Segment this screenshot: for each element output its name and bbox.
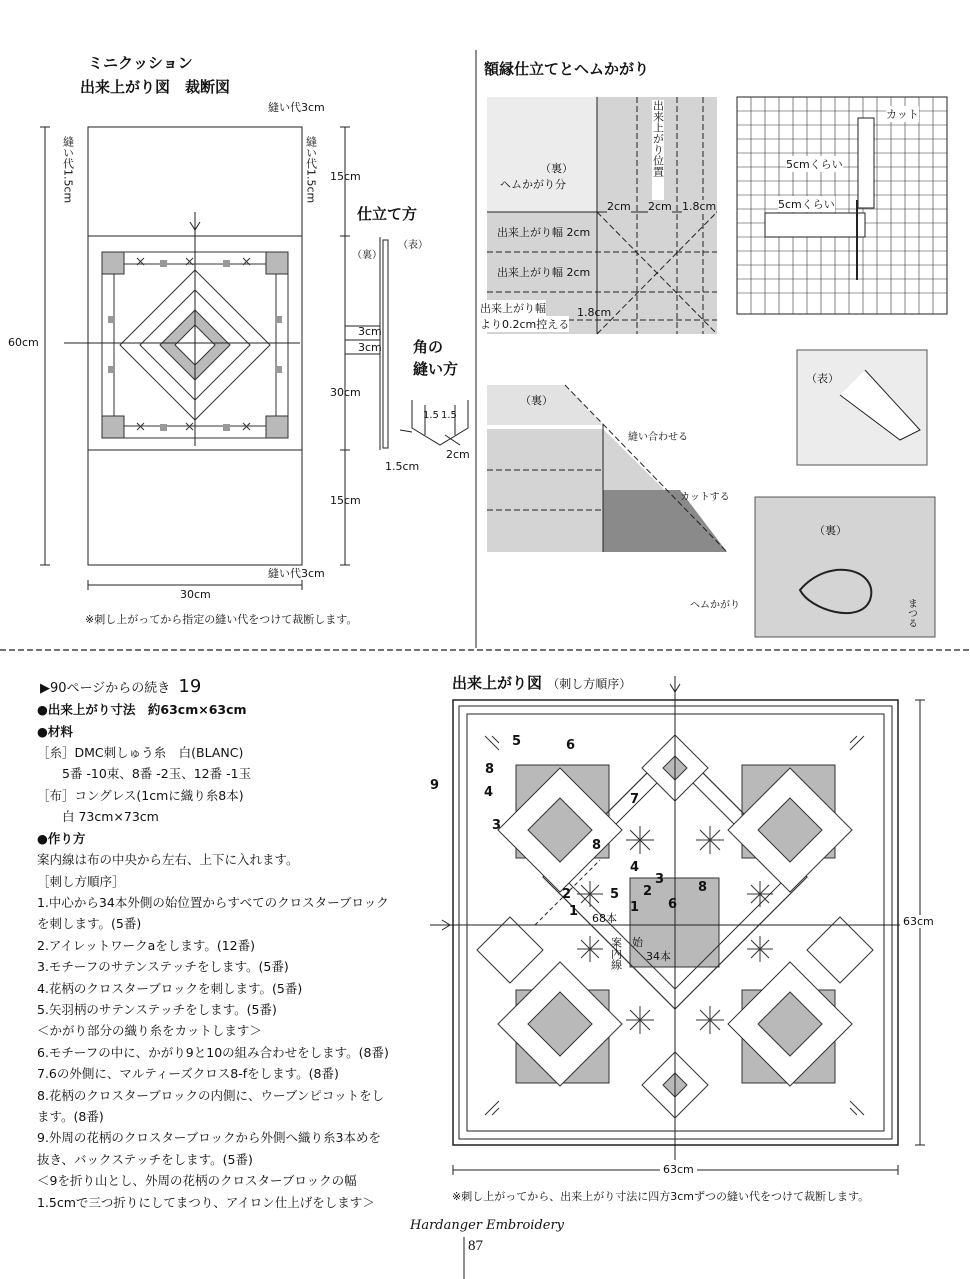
diagram-subtitle: （刺し方順序） [547,677,632,691]
finish-position: 出来上がり位置 [652,100,664,200]
step-label: 2 [643,884,653,899]
step-line: 6.モチーフの中に、かがり9と10の組み合わせをします。(8番) [37,1045,389,1060]
step-line: 2.アイレットワークaをします。(12番) [37,938,255,953]
width-1: 2cm [607,200,631,213]
hem-allowance: ヘムかがり分 [500,178,566,191]
finish-back-label: （裏） [352,250,382,261]
fold-2: 3cm [358,341,382,354]
materials-heading: ●材料 [37,724,73,739]
step-label: 8 [485,762,495,777]
dim-bottom-63: 63cm [660,1163,697,1176]
five-cm-1: 5cmくらい [786,158,843,171]
seam-right-label: 縫い代1.5cm [304,136,318,204]
row-1: 出来上がり幅 2cm [497,226,591,239]
thread-line-2: 5番 -10束、8番 -2玉、12番 -1玉 [62,766,252,781]
dim-width: 30cm [180,588,211,601]
step-line: 4.花柄のクロスターブロックを刺します。(5番) [37,981,303,996]
count-34: 34本 [646,950,671,963]
finish-title: 仕立て方 [357,205,418,223]
step-line: ＜かがり部分の織り糸をカットします＞ [37,1023,262,1038]
fold-front-label: （表） [806,372,839,385]
row-3a: 出来上がり幅 [480,302,546,315]
step-line: 抜き、バックステッチをします。(5番) [37,1152,253,1167]
thread-line: ［糸］DMC刺しゅう糸 白(BLANC) [37,745,244,760]
guide-line-label: 案内線 [609,937,623,970]
step-line: 7.6の外側に、マルティーズクロス8-fをします。(8番) [37,1066,339,1081]
step-label: 1 [569,904,579,919]
corner-dim-4: 2cm [446,448,470,461]
dim-mid: 30cm [330,386,361,399]
step-label: 9 [430,778,440,793]
step-label: 5 [512,734,522,749]
cushion-subtitle: 出来上がり図 裁断図 [80,78,231,96]
seam-left-label: 縫い代1.5cm [61,136,75,204]
corner-dim-1: 1.5 [423,410,439,421]
dim-bottom: 15cm [330,494,361,507]
step-label: 4 [630,860,640,875]
frame-title: 額縁仕立てとヘムかがり [484,60,650,78]
row-3b: より0.2cm控える [480,318,570,331]
step-label: 8 [592,838,602,853]
cut-label: カット [886,108,919,121]
footer-brand: Hardanger Embroidery [410,1218,565,1233]
finish-front-label: （表） [398,240,428,251]
dim-height: 60cm [8,336,39,349]
fold-1: 3cm [358,325,382,338]
five-cm-2: 5cmくらい [778,198,835,211]
step-label: 3 [655,872,665,887]
fabric-line: ［布］コングレス(1cmに織り糸8本) [37,788,244,803]
step-label: 3 [492,818,502,833]
step-label: 5 [610,887,620,902]
matsuru-label: まつる [905,598,917,628]
mitre-back-label: （裏） [520,394,553,407]
row-3c: 1.8cm [577,306,612,319]
count-68: 68本 [592,912,617,925]
sew-together: 縫い合わせる [628,432,688,443]
order-heading: ［刺し方順序］ [37,874,125,889]
step-line: 9.外周の花柄のクロスターブロックから外側へ織り糸3本めを [37,1130,382,1145]
corner-dim-2: 1.5 [441,410,457,421]
hem-back-label: （裏） [814,524,847,537]
step-label: 6 [566,738,576,753]
step-line: 8.花柄のクロスターブロックの内側に、ウーブンピコットをし [37,1088,385,1103]
dim-right: 63cm [903,915,934,928]
cut-it: カットする [680,492,730,503]
hem-label: ヘムかがり [690,600,740,611]
step-line: ＜9を折り山とし、外周の花柄のクロスターブロックの幅 [37,1173,357,1188]
diagram-title-text: 出来上がり図 [452,674,543,692]
step-line: 5.矢羽柄のサテンステッチをします。(5番) [37,1002,277,1017]
item-number: 19 [178,676,202,697]
cushion-title: ミニクッション [88,54,193,72]
width-2: 2cm [648,200,672,213]
step-line: ます。(8番) [37,1109,104,1124]
step-line: を刺します。(5番) [37,916,142,931]
guide-line: 案内線は布の中央から左右、上下に入れます。 [37,852,299,867]
step-line: 1.5cmで三つ折りにしてまつり、アイロン仕上げをします＞ [37,1195,375,1210]
width-3: 1.8cm [682,200,717,213]
step-line: 1.中心から34本外側の始位置からすべてのクロスターブロック [37,895,389,910]
start-label: 始 [632,936,643,949]
cushion-note: ※刺し上がってから指定の縫い代をつけて裁断します。 [85,613,358,626]
corner-title-2: 縫い方 [413,360,459,378]
step-label: 6 [668,897,678,912]
page-number: 87 [468,1238,483,1254]
continued-text: ▶90ページからの続き [40,681,171,696]
row-2: 出来上がり幅 2cm [497,266,591,279]
step-label: 8 [698,880,708,895]
seam-top-label: 縫い代3cm [268,101,325,114]
step-label: 1 [630,900,640,915]
corner-title-1: 角の [413,338,444,356]
step-label: 7 [630,792,640,807]
fabric-line-2: 白 73cm×73cm [62,809,159,824]
seam-bottom-label: 縫い代3cm [268,567,325,580]
corner-dim-3: 1.5cm [385,460,420,473]
step-label: 4 [484,785,494,800]
frame-back-label: （裏） [540,162,573,175]
howto-heading: ●作り方 [37,831,86,846]
dim-top: 15cm [330,170,361,183]
step-label: 2 [562,887,572,902]
size-line: ●出来上がり寸法 約63cm×63cm [37,702,247,717]
step-line: 3.モチーフのサテンステッチをします。(5番) [37,959,289,974]
diagram-note: ※刺し上がってから、出来上がり寸法に四方3cmずつの縫い代をつけて裁断します。 [452,1190,870,1203]
